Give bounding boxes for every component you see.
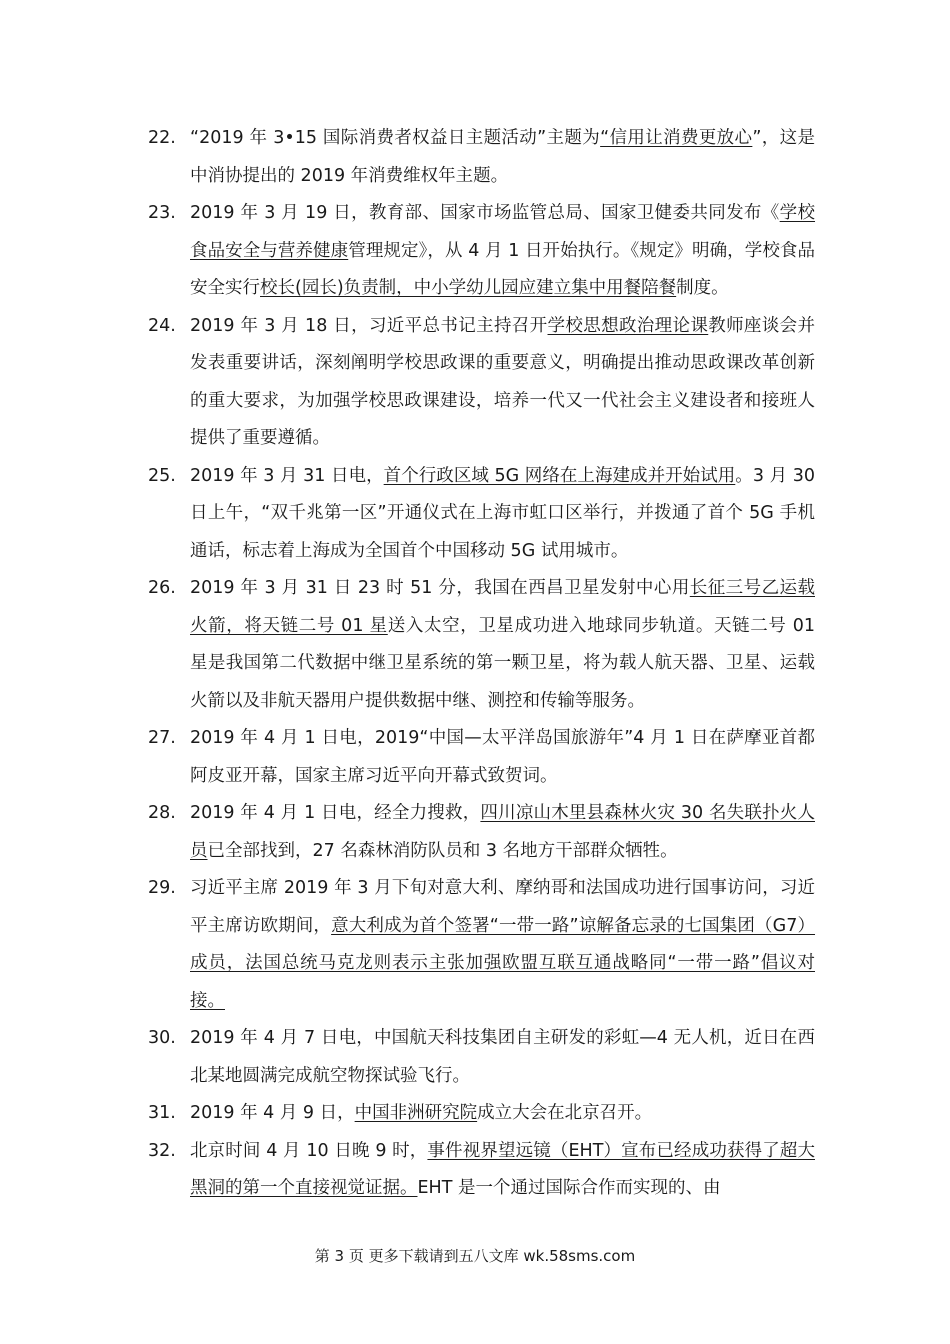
list-item — [150, 308, 815, 458]
list-item — [150, 1020, 815, 1095]
item-text — [190, 795, 815, 870]
item-text — [190, 1133, 815, 1208]
list-item — [150, 1095, 815, 1133]
text-segment: 已全部找到，27 名森林消防队员和 3 名地方干部群众牺牲。 — [207, 840, 678, 861]
underlined-key-point: 四川凉山木里县森林火灾 30 名失联扑火人员 — [190, 803, 815, 861]
text-segment: 北京时间 4 月 10 日晚 9 时， — [190, 1140, 428, 1161]
item-number: 22. — [148, 128, 176, 148]
item-text — [190, 195, 815, 308]
item-number: 32. — [148, 1140, 176, 1161]
text-segment: 2019 年 4 月 7 日电，中国航天科技集团自主研发的彩虹—4 无人机，近日在西北某地圆满完成航空物探试验飞行。 — [190, 1028, 815, 1086]
underlined-key-point: 意大利成为首个签署“一带一路”谅解备忘录的七国集团（G7）成员，法国总统马克龙则表示主张加强欧盟互联互通战略同“一带一路”倡议对接。 — [190, 915, 816, 1011]
item-number: 24. — [148, 315, 176, 336]
text-segment: EHT 是一个通过国际合作而实现的、由 — [417, 1178, 721, 1198]
text-segment: 2019 年 3 月 31 日 23 时 51 分，我国在西昌卫星发射中心用 — [190, 578, 690, 598]
item-text — [190, 1095, 815, 1133]
text-segment: 2019 年 4 月 9 日， — [190, 1103, 355, 1123]
text-segment: 管理规定》，从 4 月 1 日开始执行。《规定》明确，学校食品安全实行 — [190, 240, 815, 298]
page-footer: 第 3 页 更多下载请到五八文库 wk.58sms.com — [314, 1247, 636, 1265]
item-number: 27. — [148, 728, 176, 748]
list-item — [150, 195, 815, 308]
item-number: 31. — [148, 1103, 176, 1123]
text-segment: ”，这是中消协提出的 2019 年消费维权年主题。 — [190, 128, 815, 186]
item-number: 23. — [148, 203, 176, 223]
text-segment: 2019 年 4 月 1 日电，2019“中国—太平洋岛国旅游年”4 月 1 日在萨摩亚首都阿皮亚开幕，国家主席习近平向开幕式致贺词。 — [190, 728, 815, 786]
text-segment: 2019 年 3 月 19 日，教育部、国家市场监管总局、国家卫健委共同发布《 — [190, 203, 780, 223]
underlined-key-point: 中国非洲研究院 — [354, 1103, 478, 1123]
news-item-list — [150, 120, 815, 1208]
underlined-key-point: 学校思想政治理论课 — [547, 315, 709, 336]
text-segment: 成立大会在北京召开。 — [477, 1103, 653, 1123]
list-item — [150, 458, 815, 571]
item-number: 25. — [148, 465, 176, 486]
item-number: 30. — [148, 1028, 176, 1048]
item-number: 28. — [148, 803, 176, 823]
text-segment: 。3 月 30 日上午，“双千兆第一区”开通仪式在上海市虹口区举行，并拨通了首个 5G 手机通话，标志着上海成为全国首个中国移动 5G 试用城市。 — [190, 465, 815, 561]
list-item — [150, 1133, 815, 1208]
list-item — [150, 120, 815, 195]
underlined-key-point: 校长(园长)负责制，中小学幼儿园应建立集中用餐陪餐 — [260, 278, 677, 298]
text-segment: 2019 年 4 月 1 日电，经全力搜救， — [190, 803, 481, 823]
item-text — [190, 870, 815, 1020]
text-segment: 2019 年 3 月 31 日电， — [190, 465, 384, 486]
item-text — [190, 458, 815, 571]
underlined-key-point: 事件视界望远镜（EHT）宣布已经成功获得了超大黑洞的第一个直接视觉证据。 — [190, 1140, 815, 1198]
text-segment: “2019 年 3•15 国际消费者权益日主题活动”主题为 — [190, 128, 601, 148]
item-text — [190, 1020, 815, 1095]
list-item — [150, 795, 815, 870]
text-segment: 教师座谈会并发表重要讲话，深刻阐明学校思政课的重要意义，明确提出推动思政课改革创新的重大要求，为加强学校思政课建设，培养一代又一代社会主义建设者和接班人提供了重要遵循。 — [190, 315, 815, 448]
item-text — [190, 308, 815, 458]
text-segment: 制度。 — [676, 278, 729, 298]
text-segment: 送入太空，卫星成功进入地球同步轨道。天链二号 01 星是我国第二代数据中继卫星系统的第一颗卫星，将为载人航天器、卫星、运载火箭以及非航天器用户提供数据中继、测控和传输等服务。 — [190, 615, 815, 711]
item-number: 26. — [148, 578, 176, 598]
underlined-key-point: 学校食品安全与营养健康 — [190, 203, 816, 261]
item-number: 29. — [148, 878, 176, 898]
list-item — [150, 570, 815, 720]
underlined-key-point: 首个行政区域 5G 网络在上海建成并开始试用 — [383, 465, 736, 486]
underlined-key-point: 长征三号乙运载火箭，将天链二号 01 星 — [190, 578, 815, 636]
text-segment: 2019 年 3 月 18 日，习近平总书记主持召开 — [190, 315, 548, 336]
item-text — [190, 120, 815, 195]
item-text — [190, 570, 815, 720]
item-text — [190, 720, 815, 795]
list-item — [150, 870, 815, 1020]
list-item — [150, 720, 815, 795]
text-segment: 习近平主席 2019 年 3 月下旬对意大利、摩纳哥和法国成功进行国事访问，习近平主席访欧期间， — [190, 878, 815, 936]
underlined-key-point: “信用让消费更放心 — [600, 128, 753, 148]
